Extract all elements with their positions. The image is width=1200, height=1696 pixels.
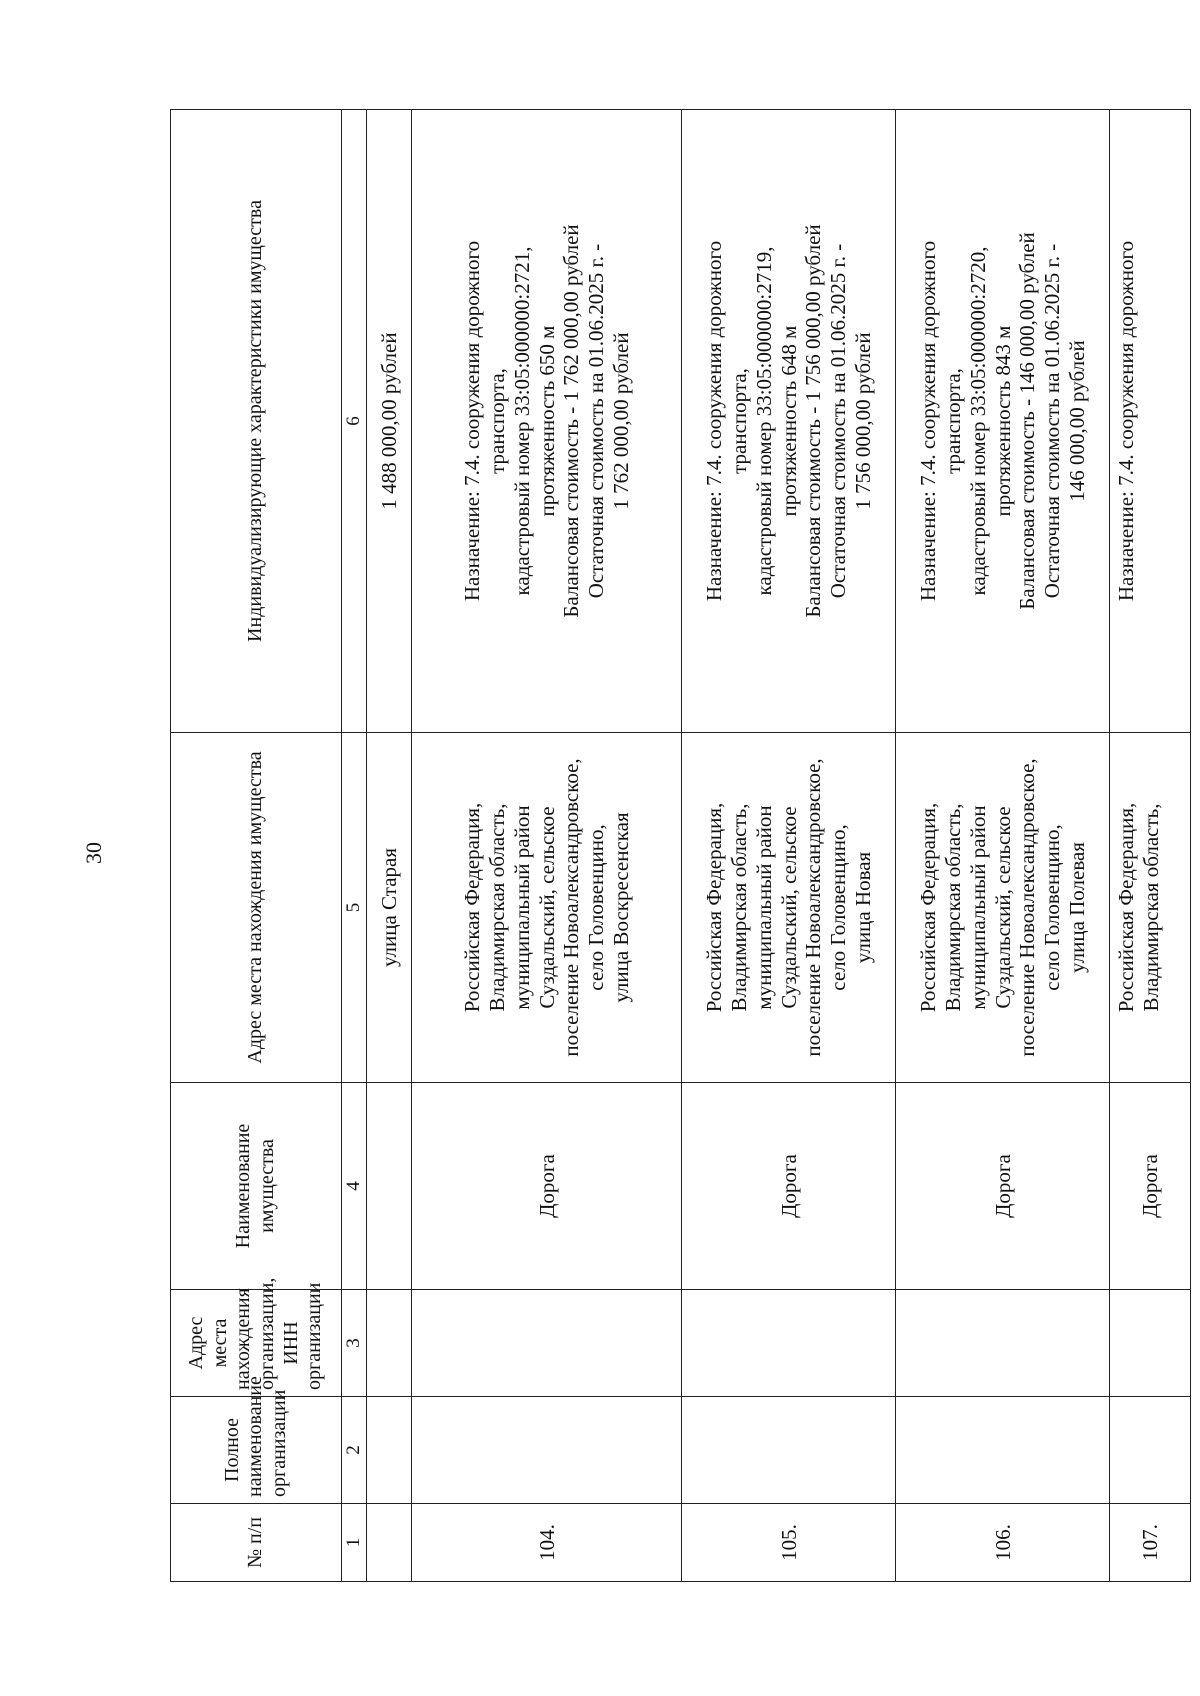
header-cell: Адрес места нахождения организации, ИНН организации <box>171 1290 342 1397</box>
address-line: улица Новая <box>850 851 875 964</box>
address-line: поселение Новоалександровское, <box>559 758 584 1057</box>
property-name: Дорога <box>1110 1083 1191 1290</box>
header-cell: Адрес места нахождения имущества <box>171 733 342 1083</box>
table-row <box>1110 110 1191 1582</box>
property-characteristics <box>896 110 1110 733</box>
table-row <box>896 110 1110 1582</box>
address-line: улица Полевая <box>1064 842 1089 973</box>
column-number: 5 <box>342 733 367 1083</box>
page-number: 30 <box>81 842 106 864</box>
table-cell <box>367 1290 412 1397</box>
address-line: Российская Федерация, <box>916 802 941 1013</box>
characteristics-line: Назначение: 7.4. сооружения дорожного <box>1114 240 1139 602</box>
address-line: Владимирская область, <box>726 803 751 1012</box>
property-name: Дорога <box>412 1083 682 1290</box>
address-line: Владимирская область, <box>484 803 509 1012</box>
address-line: село Головенцино, <box>826 824 851 991</box>
address-line: Владимирская область, <box>940 803 965 1012</box>
header-cell: № п/п <box>171 1504 342 1582</box>
characteristics-line: Назначение: 7.4. сооружения дорожного <box>702 240 727 602</box>
organization-name-cell <box>1110 1397 1191 1504</box>
characteristics-line: протяженность 648 м <box>776 325 801 517</box>
organization-address-cell <box>412 1290 682 1397</box>
address-line: Суздальский, сельское <box>776 806 801 1009</box>
column-number: 2 <box>342 1397 367 1504</box>
organization-name-cell <box>682 1397 896 1504</box>
column-number: 1 <box>342 1504 367 1582</box>
column-number: 6 <box>342 110 367 733</box>
continuation-row <box>367 110 412 1582</box>
characteristics-line: Назначение: 7.4. сооружения дорожного <box>460 240 485 602</box>
address-line: Суздальский, сельское <box>534 806 559 1009</box>
organization-name-cell <box>412 1397 682 1504</box>
characteristics-line: 146 000,00 рублей <box>1064 340 1089 502</box>
characteristics-line: Назначение: 7.4. сооружения дорожного <box>916 240 941 602</box>
characteristics-line: Остаточная стоимость на 01.06.2025 г. - <box>826 243 851 599</box>
header-cell: Полное наименование организации <box>171 1397 342 1504</box>
property-characteristics <box>412 110 682 733</box>
characteristics-line: 1 762 000,00 рублей <box>608 332 633 510</box>
row-number: 104. <box>412 1504 682 1582</box>
characteristics-line: Остаточная стоимость на 01.06.2025 г. - <box>584 243 609 599</box>
address-line: муниципальный район <box>965 805 990 1010</box>
header-cell: Индивидуализирующие характеристики имущества <box>171 110 342 733</box>
organization-name-cell <box>896 1397 1110 1504</box>
characteristics-line: транспорта, <box>940 368 965 474</box>
table-cell <box>367 1083 412 1290</box>
continuation-address: улица Старая <box>367 733 412 1083</box>
address-line: поселение Новоалександровское, <box>801 758 826 1057</box>
address-line: Суздальский, сельское <box>990 806 1015 1009</box>
table-cell <box>367 1504 412 1582</box>
address-line: муниципальный район <box>751 805 776 1010</box>
characteristics-line: кадастровый номер 33:05:000000:2720, <box>965 246 990 596</box>
organization-address-cell <box>682 1290 896 1397</box>
address-line: Российская Федерация, <box>1114 802 1139 1013</box>
row-number: 105. <box>682 1504 896 1582</box>
table-header-row <box>171 110 342 1582</box>
address-line: село Головенцино, <box>1040 824 1065 991</box>
address-line: Владимирская область, <box>1139 803 1164 1012</box>
organization-address-cell <box>1110 1290 1191 1397</box>
characteristics-line: Балансовая стоимость - 146 000,00 рублей <box>1015 232 1040 610</box>
characteristics-line: транспорта, <box>484 368 509 474</box>
address-line: поселение Новоалександровское, <box>1015 758 1040 1057</box>
characteristics-line: кадастровый номер 33:05:000000:2721, <box>509 246 534 596</box>
table-row <box>412 110 682 1582</box>
property-address <box>1110 733 1191 1083</box>
column-number: 3 <box>342 1290 367 1397</box>
row-number: 106. <box>896 1504 1110 1582</box>
header-cell: Наименование имущества <box>171 1083 342 1290</box>
organization-address-cell <box>896 1290 1110 1397</box>
address-line: Российская Федерация, <box>460 802 485 1013</box>
characteristics-line: Остаточная стоимость на 01.06.2025 г. - <box>1040 243 1065 599</box>
characteristics-line: транспорта, <box>726 368 751 474</box>
table-cell <box>367 1397 412 1504</box>
characteristics-line: Балансовая стоимость - 1 756 000,00 рублей <box>801 224 826 618</box>
property-address <box>412 733 682 1083</box>
row-number: 107. <box>1110 1504 1191 1582</box>
column-number-row <box>342 110 367 1582</box>
characteristics-line: кадастровый номер 33:05:000000:2719, <box>751 246 776 596</box>
address-line: улица Воскресенская <box>608 812 633 1003</box>
property-address <box>896 733 1110 1083</box>
column-number: 4 <box>342 1083 367 1290</box>
address-line: село Головенцино, <box>584 824 609 991</box>
address-line: Российская Федерация, <box>702 802 727 1013</box>
continuation-characteristics: 1 488 000,00 рублей <box>367 110 412 733</box>
characteristics-line: Балансовая стоимость - 1 762 000,00 рублей <box>559 224 584 618</box>
property-address <box>682 733 896 1083</box>
property-table-rotated <box>170 110 1164 1582</box>
table-row <box>682 110 896 1582</box>
property-table <box>170 109 1191 1582</box>
characteristics-line: протяженность 650 м <box>534 325 559 517</box>
property-name: Дорога <box>896 1083 1110 1290</box>
characteristics-line: протяженность 843 м <box>990 325 1015 517</box>
characteristics-line: 1 756 000,00 рублей <box>850 332 875 510</box>
property-name: Дорога <box>682 1083 896 1290</box>
property-characteristics <box>682 110 896 733</box>
property-characteristics <box>1110 110 1191 733</box>
address-line: муниципальный район <box>509 805 534 1010</box>
